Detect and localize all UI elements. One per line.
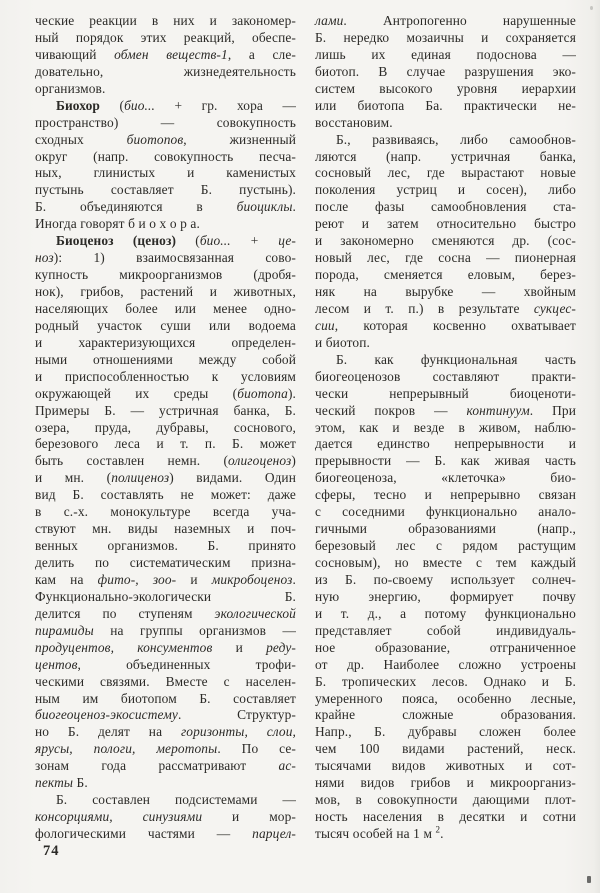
text-line: венных организмов. Б. принято [35, 538, 296, 554]
text-line: прерывности — Б. как живая часть [315, 453, 576, 469]
text-line: или биотопа Ба. практически не- [315, 97, 576, 113]
text-line: Б., развиваясь, либо самообнов- [336, 131, 576, 147]
text-line: поколения устриц и сосен), либо [315, 182, 576, 198]
text-line: систем высокого уровня иерархии [315, 80, 576, 96]
text-line: лишь их единая подоснова — [315, 46, 576, 62]
text-line: березового леса и т. п. Б. может [35, 436, 296, 452]
text-line: ноз): 1) взаимосвязанная сово- [35, 250, 296, 266]
text-line: вид Б. составлять не может: даже [35, 487, 296, 503]
text-line: и т. д., а потому функционально [315, 605, 576, 621]
text-line: Биохор (био... + гр. хора — [56, 97, 297, 113]
text-line: из Б. по-своему использует солнеч- [315, 571, 576, 587]
text-line: быть составлен немн. (олигоценоз) [35, 453, 296, 469]
text-line: и характеризующихся определен- [35, 334, 296, 350]
text-line: ческие реакции в них и закономер- [35, 13, 296, 28]
text-line: окружающей их среды (биотопа). [35, 385, 296, 401]
page-number: 74 [43, 843, 60, 859]
text-line: пекты Б. [35, 775, 88, 791]
text-line: сферы, тесно и непрерывно связан [315, 487, 576, 503]
text-line: и мн. (полиценоз) видами. Один [35, 470, 296, 486]
text-line: сходных биотопов, жизненный [35, 131, 296, 147]
text-line: тысяч особей на 1 м $^2$. [315, 824, 444, 841]
text-line: ный порядок этих реакций, обеспе- [35, 29, 296, 45]
text-line: умеренного пояса, особенно лесные, [315, 690, 576, 706]
text-line: довательно, жизнедеятельность [35, 63, 296, 79]
text-line: ность населения в десятки и сотни [315, 809, 576, 825]
text-line: лесом и т. п.) в результате сукцес- [315, 300, 576, 316]
text-line: и приспособленностью к условиям [35, 368, 296, 384]
text-line: от др. Наиболее сложно устроены [315, 656, 576, 672]
text-line: округ (напр. совокупность песча- [35, 148, 296, 164]
text-line: березовый лес с рядом растущим [315, 538, 576, 554]
text-line: нок), грибов, растений и животных, [35, 284, 296, 299]
text-line: ческими связями. Вместе с населен- [35, 673, 296, 689]
text-line: Б. объединяются в биоциклы. [35, 199, 296, 215]
text-line: биогеоценозов составляют практи- [315, 368, 576, 384]
text-line: мов, в совокупности дающими плот- [315, 792, 576, 808]
text-line: биотоп. В случае разрушения эко- [315, 63, 576, 79]
text-line: крайне сложные образования. [315, 707, 576, 723]
text-line: нями видов грибов и микроорганиз- [315, 775, 576, 791]
text-line: представляет собой индивидуаль- [315, 622, 576, 638]
text-line: биогеоценоз-экосистему. Структур- [35, 707, 296, 723]
text-line: после фазы самообновления ста- [315, 199, 576, 215]
text-line: Функционально-экологически Б. [35, 588, 296, 604]
text-line: Напр., Б. дубравы сложен более [315, 724, 576, 740]
text-line: сии, которая косвенно охватывает [315, 317, 576, 333]
text-line: ляются (напр. устричная банка, [315, 148, 576, 164]
text-line: делится по ступеням экологической [35, 605, 296, 621]
text-line: озера, пруда, дубравы, соснового, [35, 419, 296, 435]
text-line: ными отношениями между собой [35, 351, 296, 367]
text-line: Примеры Б. — устричная банка, Б. [35, 402, 296, 418]
text-line: реют и затем относительно быстро [315, 216, 576, 232]
text-line: порода, сменяется еловым, берез- [315, 267, 576, 283]
text-line: ствуют мн. виды наземных и поч- [35, 521, 296, 537]
text-line: Б. составлен подсистемами — [56, 792, 296, 808]
left-column [35, 13, 296, 843]
text-line: Б. нередко мозаичны и сохраняется [315, 29, 576, 45]
text-line: чески непрерывный биоценоти- [315, 385, 576, 401]
text-line: этом, как и везде в живом, наблю- [315, 419, 576, 435]
text-line: кам на фито-, зоо- и микробоценоз. [35, 571, 296, 587]
text-line: и закономерно сменяются др. (сос- [315, 233, 576, 249]
text-line: купность микроорганизмов (дробя- [35, 267, 296, 283]
text-line: ярусы, пологи, меротопы. По се- [35, 741, 296, 757]
text-line: организмов. [35, 80, 106, 96]
text-line: центов, объединенных трофи- [35, 656, 296, 672]
text-columns [35, 13, 576, 843]
text-line: сосновый лес, где вырастают новые [315, 165, 576, 181]
text-line: чем 100 видами растений, неск. [315, 741, 576, 757]
text-line: пустынь составляет Б. пустынь). [35, 182, 296, 198]
text-line: ческий покров — континуум. При [315, 402, 577, 418]
text-line: населяющих более или менее одно- [35, 300, 296, 316]
text-line: и биотоп. [315, 334, 370, 350]
text-line: новый лес, где сосна — пионерная [315, 250, 576, 266]
text-line: делить по систематическим призна- [35, 555, 296, 570]
text-line: тысячами видов животных и сот- [315, 758, 576, 774]
text-line: биогеоценоза, «клеточка» био- [315, 470, 576, 486]
text-line: ным им биотопом Б. составляет [35, 690, 296, 706]
text-line: ных, глинистых и каменистых [35, 165, 296, 181]
right-column [315, 13, 576, 843]
text-line: Биоценоз (ценоз) (био... + це- [56, 233, 296, 249]
text-line: сосновым), но вместе с тем каждый [315, 555, 576, 570]
text-line: Б. тропических лесов. Однако и Б. [315, 673, 576, 689]
text-line: няк на вырубке — хвойным [315, 284, 576, 299]
scan-speck [590, 6, 593, 10]
text-line: в с.-х. монокультуре всегда уча- [35, 504, 296, 520]
text-line: ную энергию, формирует почву [315, 588, 576, 604]
text-line: пространство) — совокупность [35, 114, 296, 130]
text-line: фологическими частями — парцел- [35, 826, 296, 841]
text-line: консорциями, синузиями и мор- [35, 809, 296, 825]
text-line: восстановим. [315, 114, 393, 130]
text-line: с соседними функционально анало- [315, 504, 576, 520]
text-line: ное образование, отграниченное [315, 639, 576, 655]
text-line: родный участок суши или водоема [35, 317, 296, 333]
text-line: Б. как функциональная часть [336, 351, 576, 367]
text-line: дается единство непрерывности и [315, 436, 576, 452]
text-line: но Б. делят на горизонты, слои, [35, 724, 296, 740]
text-line: зонам года рассматривают ас- [35, 758, 296, 774]
text-line: гичными образованиями (напр., [315, 521, 576, 537]
text-line: чивающий обмен веществ-1, а сле- [35, 46, 296, 62]
text-line: лами. Антропогенно нарушенные [315, 13, 576, 28]
text-line: продуцентов, консументов и реду- [35, 639, 296, 655]
text-line: пирамиды на группы организмов — [35, 622, 296, 638]
scan-speck [587, 876, 591, 883]
text-line: Иногда говорят б и о х о р а. [35, 216, 200, 232]
